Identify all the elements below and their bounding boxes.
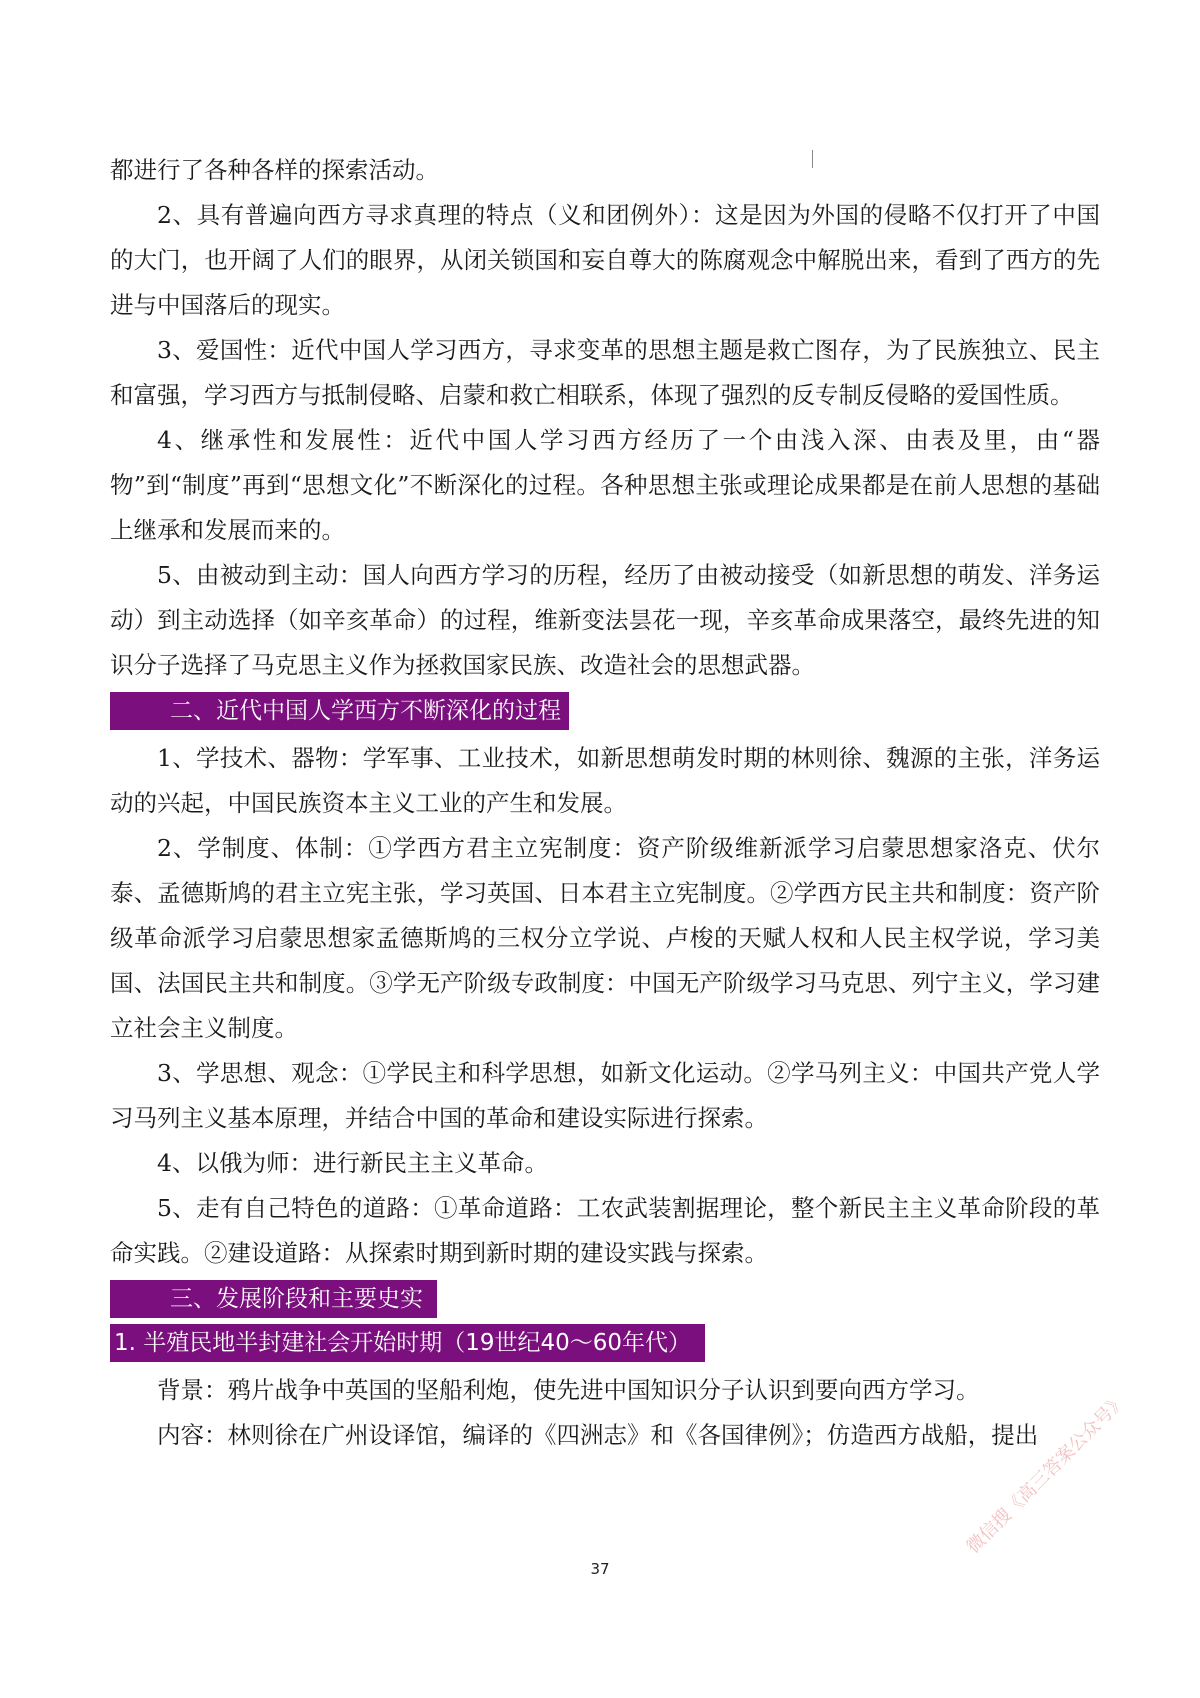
paragraph: 1、学技术、器物：学军事、工业技术，如新思想萌发时期的林则徐、魏源的主张，洋务运动的兴起，中国民族资本主义工业的产生和发展。 bbox=[110, 744, 1100, 817]
watermark: 微信搜《高三答案公众号》 bbox=[962, 1390, 1131, 1558]
paragraph: 2、具有普遍向西方寻求真理的特点（义和团例外）：这是因为外国的侵略不仅打开了中国的大门，也开阔了人们的眼界，从闭关锁国和妄自尊大的陈腐观念中解脱出来，看到了西方的先进与中国落后的现实。 bbox=[110, 201, 1100, 319]
section-heading-2: 二、近代中国人学西方不断深化的过程 bbox=[110, 692, 569, 730]
paragraph: 都进行了各种各样的探索活动。 bbox=[110, 156, 439, 184]
paragraph: 5、走有自己特色的道路：①革命道路：工农武装割据理论，整个新民主主义革命阶段的革命实践。②建设道路：从探索时期到新时期的建设实践与探索。 bbox=[110, 1194, 1100, 1267]
paragraph: 3、学思想、观念：①学民主和科学思想，如新文化运动。②学马列主义：中国共产党人学习马列主义基本原理，并结合中国的革命和建设实际进行探索。 bbox=[110, 1059, 1100, 1132]
page-content bbox=[110, 148, 1100, 1458]
subsection-heading: 1. 半殖民地半封建社会开始时期（19世纪40～60年代） bbox=[110, 1324, 705, 1362]
paragraph: 内容：林则徐在广州设译馆，编译的《四洲志》和《各国律例》；仿造西方战船，提出 bbox=[157, 1421, 1039, 1449]
paragraph: 5、由被动到主动：国人向西方学习的历程，经历了由被动接受（如新思想的萌发、洋务运动）到主动选择（如辛亥革命）的过程，维新变法昙花一现，辛亥革命成果落空，最终先进的知识分子选择了马克思主义作为拯救国家民族、改造社会的思想武器。 bbox=[110, 561, 1100, 679]
paragraph: 背景：鸦片战争中英国的坚船利炮，使先进中国知识分子认识到要向西方学习。 bbox=[157, 1376, 980, 1404]
paragraph: 3、爱国性：近代中国人学习西方，寻求变革的思想主题是救亡图存，为了民族独立、民主和富强，学习西方与抵制侵略、启蒙和救亡相联系，体现了强烈的反专制反侵略的爱国性质。 bbox=[110, 336, 1100, 409]
page-number: 37 bbox=[590, 1560, 610, 1578]
paragraph: 4、以俄为师：进行新民主主义革命。 bbox=[157, 1149, 548, 1177]
section-heading-3: 三、发展阶段和主要史实 bbox=[110, 1280, 437, 1318]
paragraph: 2、学制度、体制：①学西方君主立宪制度：资产阶级维新派学习启蒙思想家洛克、伏尔泰、孟德斯鸠的君主立宪主张，学习英国、日本君主立宪制度。②学西方民主共和制度：资产阶级革命派学习启蒙思想家孟德斯鸠的三权分立学说、卢梭的天赋人权和人民主权学说，学习美国、法国民主共和制度。③学无产阶级专政制度：中国无产阶级学习马克思、列宁主义，学习建立社会主义制度。 bbox=[110, 834, 1100, 1042]
paragraph: 4、继承性和发展性：近代中国人学习西方经历了一个由浅入深、由表及里，由“器物”到“制度”再到“思想文化”不断深化的过程。各种思想主张或理论成果都是在前人思想的基础上继承和发展而来的。 bbox=[110, 426, 1100, 544]
